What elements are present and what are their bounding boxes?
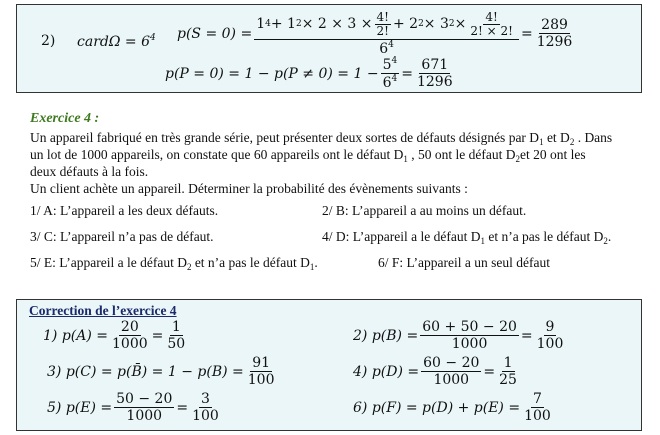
- question-3: 3/ C: L’appareil n’a pas de défaut.: [30, 229, 214, 244]
- exercise-title: Exercice 4 :: [30, 111, 100, 126]
- question-1: 1/ A: L’appareil a les deux défauts.: [30, 203, 219, 218]
- exercise-line-3: deux défauts à la fois.: [30, 164, 149, 179]
- correction-5: 5) p(E) = $\frac{50 - 20}{1000}$ = $\frac{3}{100}$: [47, 391, 219, 425]
- p-s-result: $\frac{289}{1296}$: [536, 16, 573, 51]
- correction-6: 6) p(F) = p(D) + p(E) = $\frac{7}{100}$: [353, 391, 551, 425]
- card-omega: cardΩ = $6^4$: [77, 33, 156, 50]
- correction-box: [16, 299, 642, 431]
- item-number: 2): [41, 33, 56, 49]
- previous-solution-box: [16, 4, 642, 93]
- correction-2: 2) p(B) = $\frac{60 + 50 - 20}{1000}$ = $\frac{9}{100}$: [353, 319, 564, 353]
- p-s-equation: p(S = 0) = 1 4 + 1 2 × 2 × 3 × $\frac{4!}{2!}$ + 2 2 × 3 2 × $\frac{4!}{2! \times 2!}$ $6^4$ = $\frac{289}{1296}$: [177, 10, 573, 57]
- correction-4: 4) p(D) = $\frac{60 - 20}{1000}$ = $\frac{1}{25}$: [353, 355, 517, 389]
- p-s-denominator: $6^4$: [379, 39, 394, 57]
- question-6: 6/ F: L’appareil a un seul défaut: [378, 255, 550, 270]
- p-s-numerator: 1 4 + 1 2 × 2 × 3 × $\frac{4!}{2!}$ + 2 2 × 3 2 × $\frac{4!}{2! \times 2!}$: [254, 11, 519, 40]
- question-5: 5/ E: L’appareil a le défaut $D_2$ et n’a pas le défaut $D_1$.: [30, 255, 318, 272]
- exercise-line-2: un lot de 1000 appareils, on constate que 60 appareils ont le défaut $D_1$ , 50 ont le défaut $D_2et$ 20 ont les: [30, 147, 586, 164]
- p-p-equation: p(P = 0) = 1 − p(P ≠ 0) = 1 − $\frac{5^4}{6^4}$ = $\frac{671}{1296}$: [165, 56, 453, 92]
- p-p-fraction: $\frac{5^4}{6^4}$: [382, 56, 398, 92]
- p-p-result: $\frac{671}{1296}$: [416, 57, 453, 91]
- question-4: 4/ D: L’appareil a le défaut $D_1$ et n’a pas le défaut $D_2$.: [322, 229, 612, 246]
- correction-3: 3) p(C) = p(B̄) = 1 − p(B) = $\frac{91}{100}$: [47, 355, 275, 389]
- p-s-lhs: p(S = 0) =: [177, 26, 253, 43]
- exercise-line-1: Un appareil fabriqué en très grande série, peut présenter deux sortes de défauts désignés par $D_1$ et $D_2$ . Dans: [30, 130, 613, 147]
- correction-title: Correction de l’exercice 4: [29, 303, 177, 318]
- correction-1: 1) p(A) = $\frac{20}{1000}$ = $\frac{1}{50}$: [43, 319, 186, 353]
- p-s-main-fraction: [254, 11, 519, 57]
- question-2: 2/ B: L’appareil a au moins un défaut.: [322, 203, 527, 218]
- p-p-lhs: p(P = 0) = 1 − p(P ≠ 0) = 1 −: [165, 66, 379, 83]
- exercise-line-4: Un client achète un appareil. Déterminer la probabilité des évènements suivants :: [30, 181, 468, 196]
